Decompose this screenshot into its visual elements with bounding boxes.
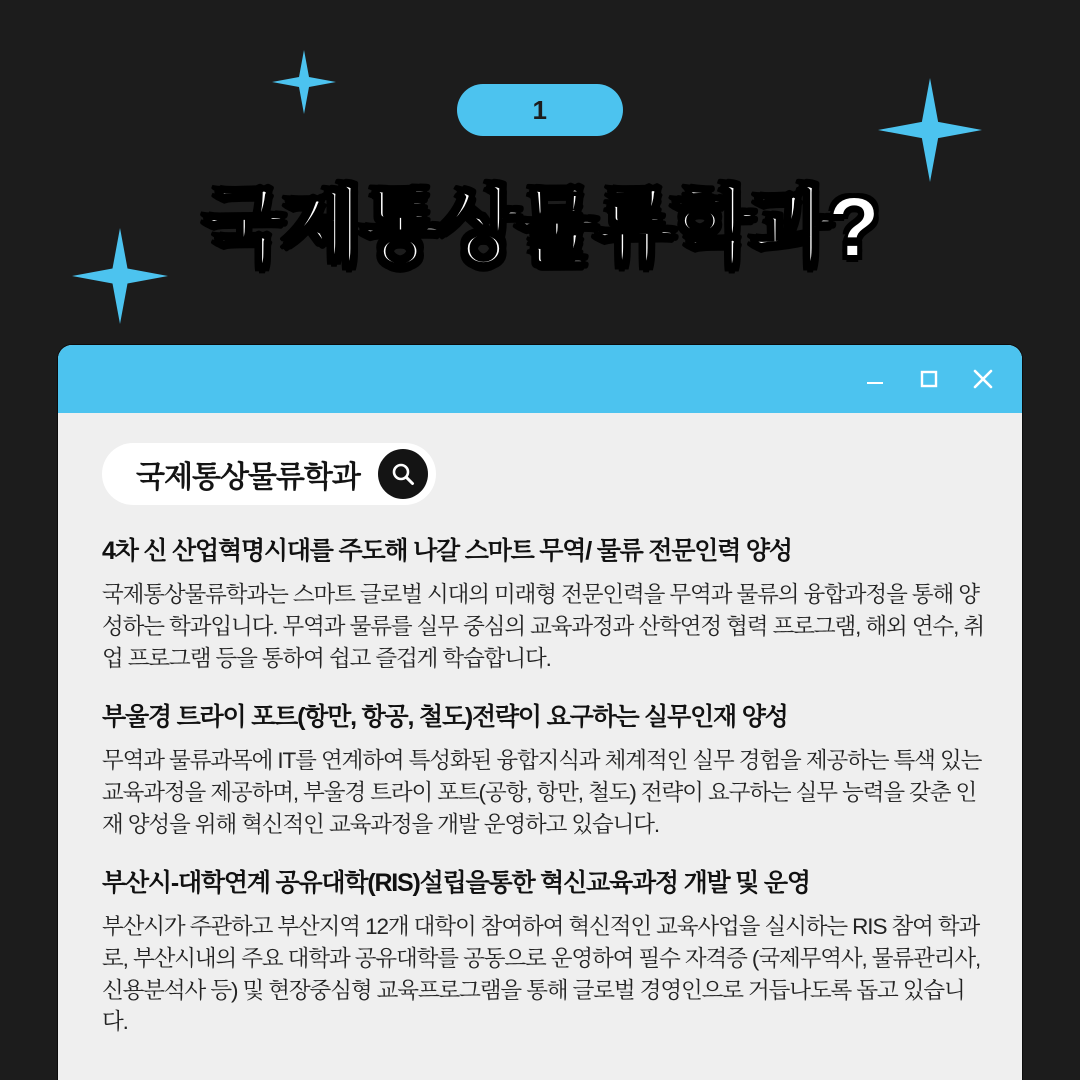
section-body: 무역과 물류과목에 IT를 연계하여 특성화된 융합지식과 체계적인 실무 경험을 제공하는 특색 있는 교육과정을 제공하며, 부울경 트라이 포트(공항, 항만, 철도) 전략이 요구하는 실무 능력을 갖춘 인재 양성을 위해 혁신적인 교육과정을 개발 운영하고 있습니다.	[102, 747, 982, 837]
section-body: 부산시가 주관하고 부산지역 12개 대학이 참여하여 혁신적인 교육사업을 실시하는 RIS 참여 학과로, 부산시내의 주요 대학과 공유대학를 공동으로 운영하여 필수 자격증 (국제무역사, 물류관리사, 신용분석사 등) 및 현장중심형 교육프로그램을 통해 글로벌 경영인으로 거듭나도록 돕고 있습니다.	[102, 913, 981, 1035]
search-icon[interactable]	[378, 449, 428, 499]
section-item	[102, 863, 986, 1039]
search-bar[interactable]	[102, 443, 436, 505]
minimize-icon[interactable]	[862, 366, 888, 392]
maximize-icon[interactable]	[916, 366, 942, 392]
section-heading: 4차 신 산업혁명시대를 주도해 나갈 스마트 무역/ 물류 전문인력 양성	[102, 537, 792, 565]
page-title: 국제통상물류학과?	[203, 180, 877, 274]
close-icon[interactable]	[970, 366, 996, 392]
window-titlebar	[58, 345, 1022, 413]
step-badge-number: 1	[532, 94, 548, 125]
window-content	[58, 413, 1022, 1080]
sparkle-icon	[272, 50, 336, 114]
browser-window	[58, 345, 1022, 1080]
section-heading: 부산시-대학연계 공유대학(RIS)설립을통한 혁신교육과정 개발 및 운영	[102, 868, 810, 897]
section-item	[102, 531, 986, 675]
section-body: 국제통상물류학과는 스마트 글로벌 시대의 미래형 전문인력을 무역과 물류의 융합과정을 통해 양성하는 학과입니다. 무역과 물류를 실무 중심의 교육과정과 산학연정 협력 프로그램, 해외 연수, 취업 프로그램 등을 통하여 쉽고 즐겁게 학습합니다.	[102, 582, 985, 671]
search-input[interactable]: 국제통상물류학과	[136, 461, 360, 494]
section-item	[102, 697, 986, 841]
step-badge	[457, 84, 623, 136]
section-heading: 부울경 트라이 포트(항만, 항공, 철도)전략이 요구하는 실무인재 양성	[102, 702, 788, 731]
